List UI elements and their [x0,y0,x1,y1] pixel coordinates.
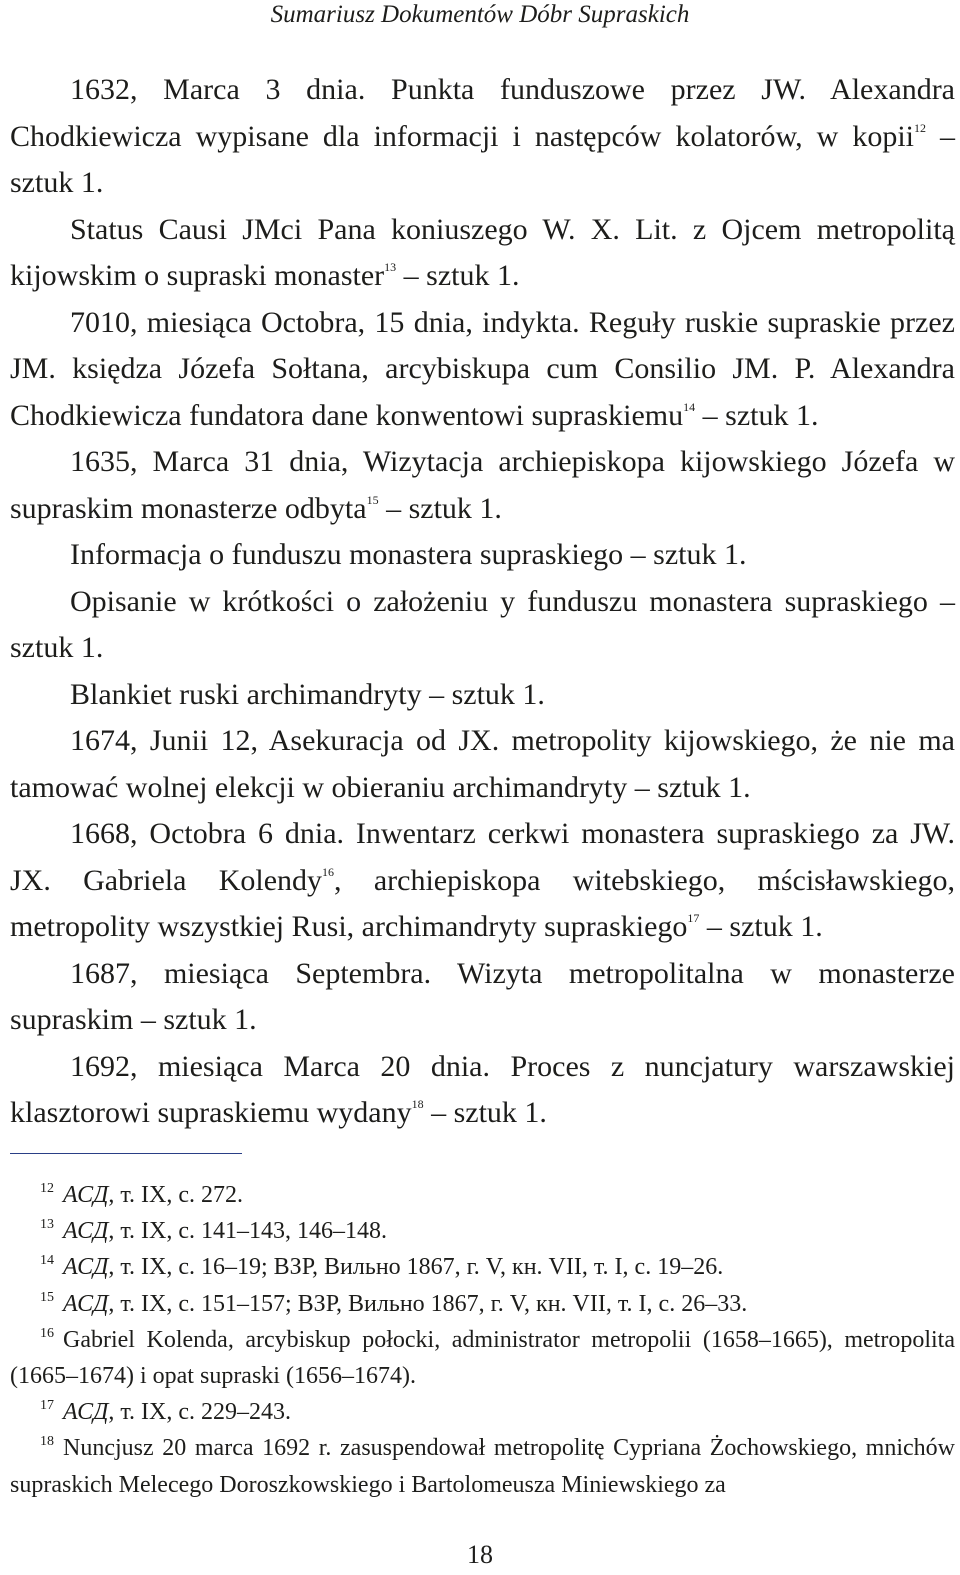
paragraph-text: 1635, Marca 31 dnia, Wizytacja archiepiskopa kijowskiego Józefa w supraskim monasterze odbyta [10,445,955,525]
paragraph [10,207,955,300]
paragraph-tail: – sztuk 1. [423,1096,547,1129]
footnote-text: Nuncjusz 20 marca 1692 r. zasuspendował metropolitę Cypriana Żochowskiego, mnichów supraskich Melecego Doroszkowskiego i Bartolomeusza Miniewskiego za [10,1435,955,1498]
footnote-number: 17 [40,1398,54,1414]
paragraph-text: Informacja o funduszu monastera supraskiego – sztuk 1. [70,538,747,571]
footnote-ref[interactable]: 12 [914,120,926,135]
paragraph-text: 1674, Junii 12, Asekuracja od JX. metropolity kijowskiego, że nie ma tamować wolnej elekcji w obieraniu archimandryty – sztuk 1. [10,724,955,804]
paragraph [10,951,955,1044]
footnote-ref[interactable]: 14 [683,399,696,414]
page-number: 18 [467,1540,493,1569]
paragraph [10,300,955,440]
footnote-text: , т. IX, с. 151–157; ВЗР, Вильно 1867, г. V, кн. VII, т. I, с. 26–33. [108,1290,748,1317]
footnote-ref[interactable]: 13 [384,260,397,274]
footnote-text: , т. IX, с. 16–19; ВЗР, Вильно 1867, г. V, кн. VII, т. I, с. 19–26. [108,1254,724,1281]
footnote-number: 15 [40,1289,54,1305]
footnote [10,1394,955,1430]
footnote-number: 12 [40,1181,54,1196]
footnote [10,1177,955,1213]
footnotes [10,1177,955,1503]
paragraph-text: Blankiet ruski archimandryty – sztuk 1. [70,677,545,711]
paragraph-text: Status Causi JMci Pana koniuszego W. X. Lit. z Ojcem metropolitą kijowskim o supraski monaster [10,212,955,292]
paragraph-tail: – sztuk 1. [10,119,955,199]
running-header: Sumariusz Dokumentów Dóbr Supraskich [270,1,690,28]
footnote-separator [10,1153,242,1154]
paragraph [10,811,955,951]
paragraph [10,439,955,532]
paragraph-tail: – sztuk 1. [396,259,520,292]
footnote-number: 18 [40,1434,54,1450]
footnote [10,1322,955,1394]
paragraph [10,67,955,207]
footnote [10,1430,955,1502]
footnote [10,1286,955,1322]
paragraph-tail: – sztuk 1. [378,491,502,525]
footnote-source: АСД [63,1254,109,1281]
paragraph-tail: – sztuk 1. [699,910,823,943]
footnote-number: 16 [40,1325,54,1341]
footnote-ref[interactable]: 18 [411,1097,424,1111]
footnote-source: АСД [63,1182,109,1208]
paragraph-tail: , archiepiskopa witebskiego, mścisławskiego, metropolity wszystkiej Rusi, archimandryty supraskiego [10,863,955,943]
footnote-source: АСД [63,1290,109,1317]
footnote-number: 13 [40,1217,54,1233]
paragraph [10,579,955,672]
footnote-source: АСД [63,1399,109,1426]
paragraph [10,718,955,811]
paragraph-text: 1668, Octobra 6 dnia. Inwentarz cerkwi monastera supraskiego za JW. JX. Gabriela Kolendy [10,817,955,897]
footnote-text: Gabriel Kolenda, arcybiskup połocki, administrator metropolii (1658–1665), metropolita (1665–1674) i opat supraski (1656–1674). [10,1326,955,1390]
body-text [10,67,955,1137]
footnote [10,1249,955,1285]
footnote-number: 14 [40,1253,54,1269]
paragraph-text: 1687, miesiąca Septembra. Wizyta metropolitalna w monasterze supraskim – sztuk 1. [10,956,955,1036]
paragraph [10,532,955,579]
paragraph-text: Opisanie w krótkości o założeniu y funduszu monastera supraskiego – sztuk 1. [10,584,955,664]
paragraph-text: 1632, Marca 3 dnia. Punkta funduszowe przez JW. Alexandra Chodkiewicza wypisane dla informacji i następców kolatorów, w kopii [10,73,955,153]
paragraph-tail: – sztuk 1. [695,398,819,432]
paragraph [10,1044,955,1137]
paragraph [10,672,955,719]
paragraph-text: 7010, miesiąca Octobra, 15 dnia, indykta. Reguły ruskie supraskie przez JM. księdza Józefa Sołtana, arcybiskupa cum Consilio JM. P. Alexandra Chodkiewicza fundatora dane konwentowi supraskiemu [10,305,955,432]
footnote-ref[interactable]: 17 [687,911,700,925]
footnote-source: АСД [63,1218,109,1245]
footnote [10,1213,955,1249]
footnote-ref[interactable]: 16 [322,864,335,879]
footnote-text: , т. IX, с. 272. [108,1182,244,1208]
footnote-ref[interactable]: 15 [366,492,379,507]
footnote-text: , т. IX, с. 141–143, 146–148. [108,1218,388,1245]
footnote-text: , т. IX, с. 229–243. [108,1399,292,1426]
paragraph-text: 1692, miesiąca Marca 20 dnia. Proces z nuncjatury warszawskiej klasztorowi supraskiemu wydany [10,1049,955,1129]
